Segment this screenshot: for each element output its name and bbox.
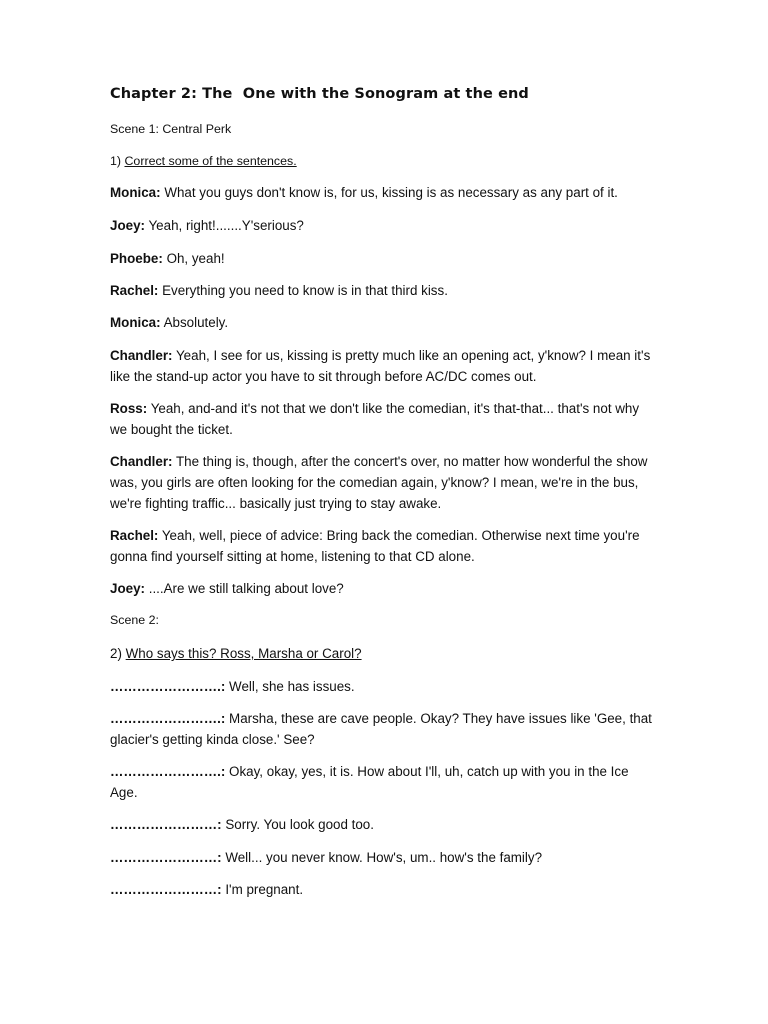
scene-2-heading: Scene 2: xyxy=(110,613,159,627)
speaker-name: Ross: xyxy=(110,401,148,416)
speaker-blank: …………………….: xyxy=(110,679,226,694)
speaker-blank: ……………………: xyxy=(110,817,222,832)
dialogue-text: Okay, okay, yes, it is. How about I'll, uh, catch up with you in the Ice Age. xyxy=(110,764,629,800)
dialogue-line xyxy=(110,525,655,567)
speaker-blank: …………………….: xyxy=(110,711,226,726)
dialogue-text: Everything you need to know is in that third kiss. xyxy=(162,283,448,298)
dialogue-line xyxy=(110,280,655,301)
task-1-instruction xyxy=(110,151,655,172)
task-2-number: 2) xyxy=(110,646,122,661)
speaker-name: Rachel: xyxy=(110,283,159,298)
dialogue-line xyxy=(110,182,655,203)
dialogue-line xyxy=(110,215,655,236)
dialogue-text: Well... you never know. How's, um.. how's the family? xyxy=(225,850,543,865)
task-1-number: 1) xyxy=(110,154,122,168)
speaker-blank: ……………………: xyxy=(110,850,222,865)
dialogue-text: Yeah, right!.......Y'serious? xyxy=(148,218,304,233)
speaker-name: Joey: xyxy=(110,581,145,596)
task-2-text: Who says this? Ross, Marsha or Carol? xyxy=(125,646,362,661)
dialogue-text: Marsha, these are cave people. Okay? They have issues like 'Gee, that glacier's getting kinda close.' See? xyxy=(110,711,652,747)
dialogue-line xyxy=(110,312,655,333)
dialogue-text: Yeah, and-and it's not that we don't like the comedian, it's that-that... that's not why we bought the ticket. xyxy=(110,401,640,437)
speaker-blank: ……………………: xyxy=(110,882,222,897)
dialogue-line xyxy=(110,578,655,599)
dialogue-line xyxy=(110,248,655,269)
dialogue-text: Yeah, well, piece of advice: Bring back the comedian. Otherwise next time you're gonna find yourself sitting at home, listening to that CD alone. xyxy=(110,528,640,564)
task-1-text: Correct some of the sentences. xyxy=(124,154,297,168)
dialogue-line xyxy=(110,345,655,387)
speaker-blank: …………………….: xyxy=(110,764,226,779)
scene-1-heading: Scene 1: Central Perk xyxy=(110,122,232,136)
speaker-name: Chandler: xyxy=(110,454,173,469)
fill-in-line xyxy=(110,708,655,750)
task-2-instruction xyxy=(110,643,655,664)
dialogue-text: The thing is, though, after the concert's over, no matter how wonderful the show was, you girls are often looking for the comedian again, y'know? I mean, we're in the bus, we're fighting traffic... basically just trying to stay awake. xyxy=(110,454,648,511)
speaker-name: Monica: xyxy=(110,185,161,200)
fill-in-line xyxy=(110,676,655,697)
dialogue-text: Well, she has issues. xyxy=(229,679,355,694)
speaker-name: Rachel: xyxy=(110,528,159,543)
speaker-name: Chandler: xyxy=(110,348,173,363)
fill-in-line xyxy=(110,814,655,835)
speaker-name: Joey: xyxy=(110,218,145,233)
dialogue-text: I'm pregnant. xyxy=(225,882,304,897)
fill-in-line xyxy=(110,847,655,868)
fill-in-line xyxy=(110,761,655,803)
speaker-name: Monica: xyxy=(110,315,161,330)
dialogue-line xyxy=(110,398,655,440)
dialogue-text: Oh, yeah! xyxy=(166,251,225,266)
chapter-title: Chapter 2: The One with the Sonogram at the end xyxy=(110,86,529,102)
speaker-name: Phoebe: xyxy=(110,251,163,266)
dialogue-text: Sorry. You look good too. xyxy=(225,817,374,832)
dialogue-line xyxy=(110,451,655,514)
fill-in-line xyxy=(110,879,655,900)
dialogue-text: ....Are we still talking about love? xyxy=(148,581,344,596)
dialogue-text: Yeah, I see for us, kissing is pretty much like an opening act, y'know? I mean it's like the stand-up actor you have to sit through before AC/DC comes out. xyxy=(110,348,651,384)
dialogue-text: What you guys don't know is, for us, kissing is as necessary as any part of it. xyxy=(164,185,618,200)
dialogue-text: Absolutely. xyxy=(163,315,229,330)
